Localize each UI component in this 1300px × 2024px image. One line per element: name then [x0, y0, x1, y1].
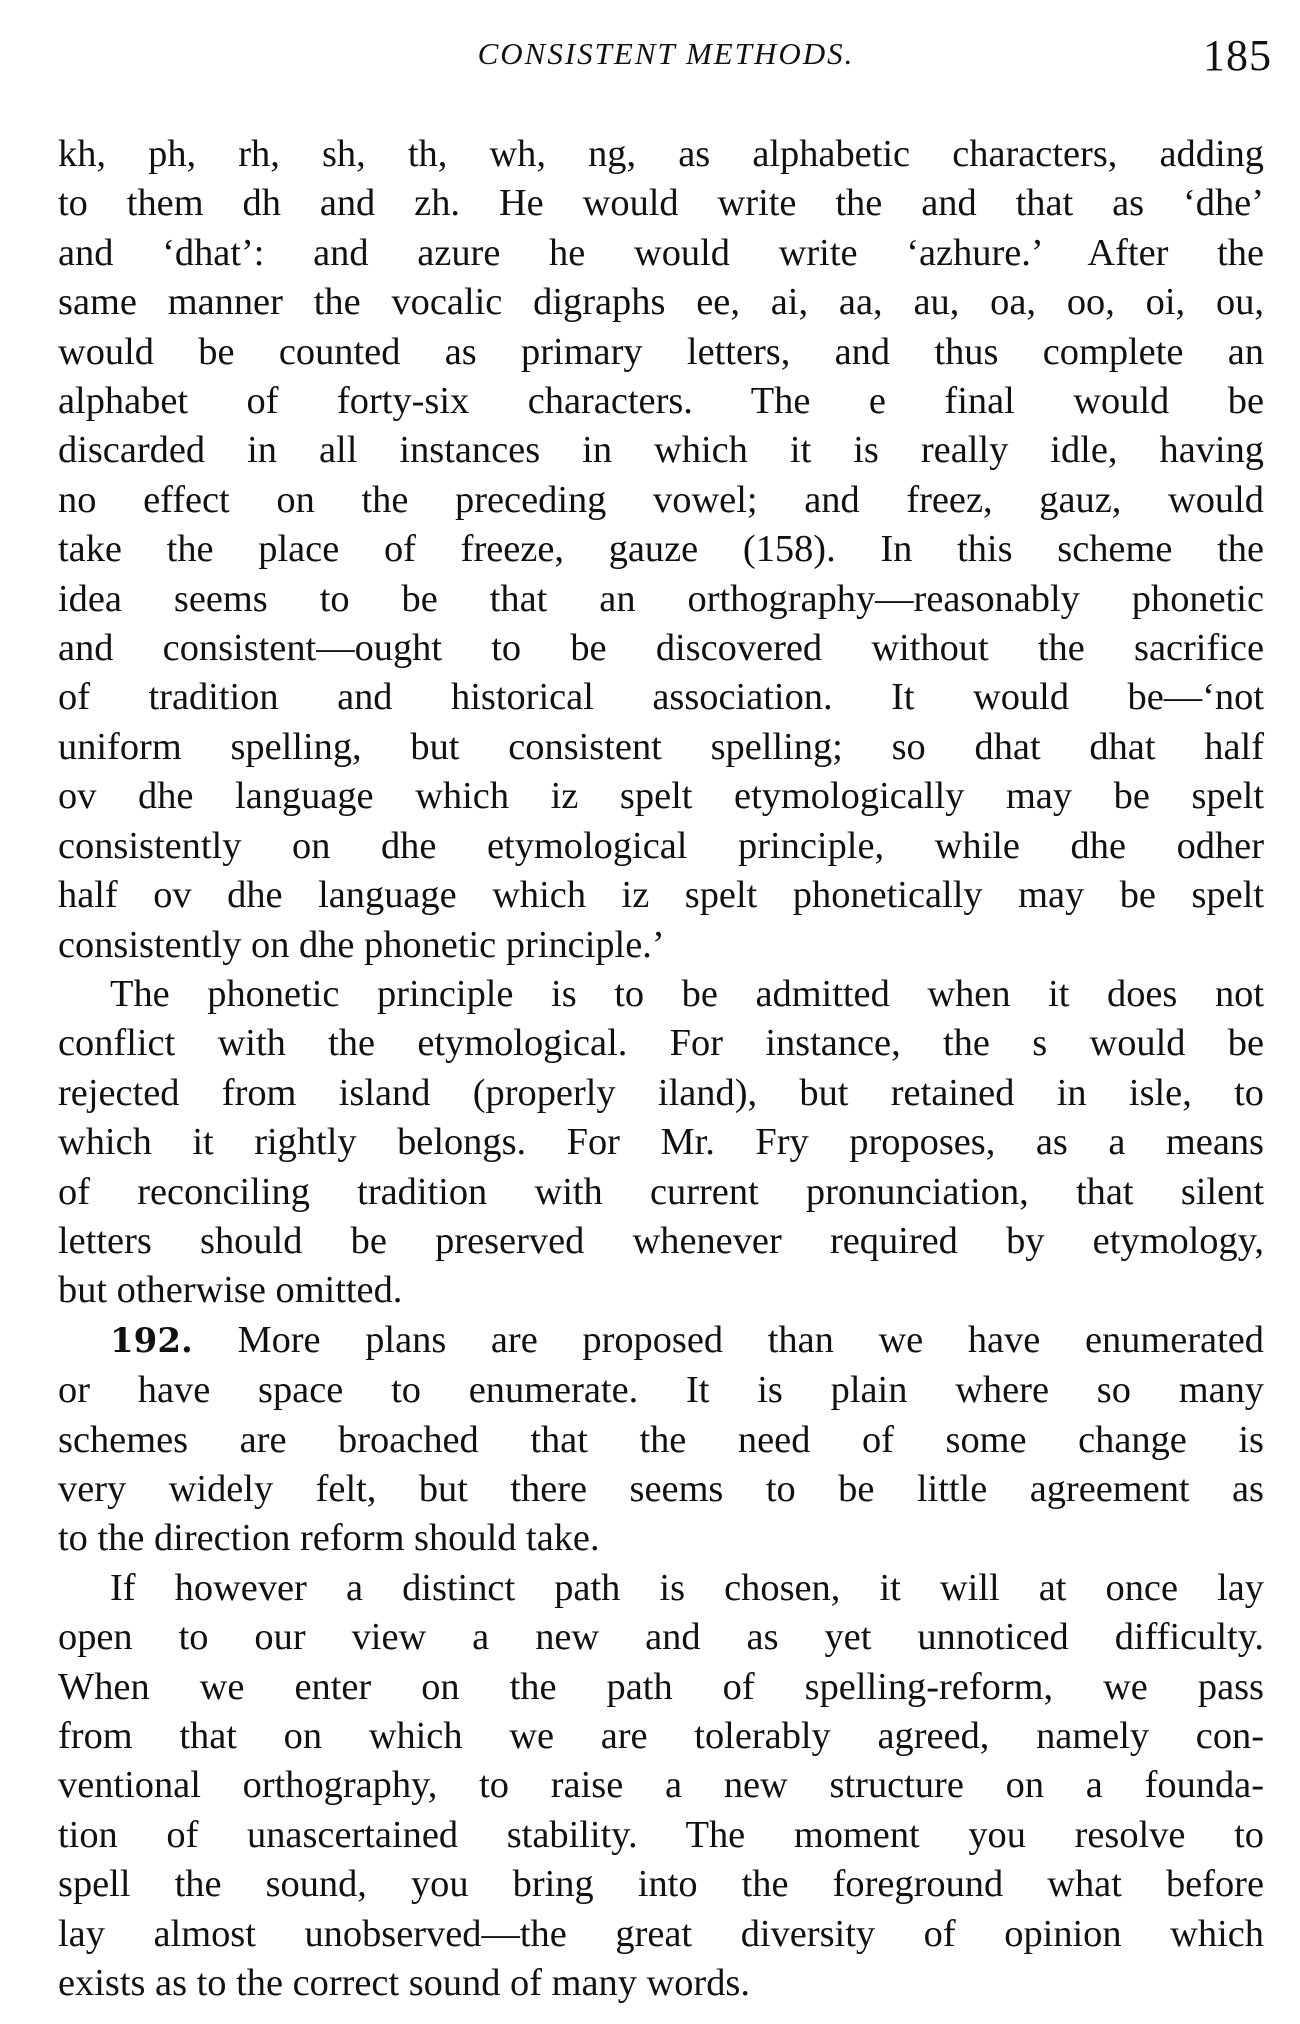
text-line: alphabet of forty-six characters. The e final would be — [58, 380, 1264, 423]
text-line: The phonetic principle is to be admitted when it does not — [110, 972, 1264, 1015]
text-line: to the direction reform should take. — [58, 1517, 600, 1560]
paragraph-3 — [58, 1316, 1264, 1564]
text-line: exists as to the correct sound of many words. — [58, 1962, 750, 2005]
text-line: ventional orthography, to raise a new structure on a founda- — [58, 1764, 1264, 1807]
text-line: or have space to enumerate. It is plain where so many — [58, 1369, 1264, 1412]
paragraph-2 — [58, 970, 1264, 1316]
text-line: same manner the vocalic digraphs ee, ai, aa, au, oa, oo, oi, ou, — [58, 281, 1264, 324]
text-line: 192. More plans are proposed than we have enumerated — [110, 1318, 1264, 1361]
running-title: CONSISTENT METHODS. — [477, 36, 855, 71]
text-line: spell the sound, you bring into the foreground what before — [58, 1863, 1264, 1906]
body-text — [58, 130, 1264, 2008]
text-line: very widely felt, but there seems to be little agreement as — [58, 1467, 1264, 1510]
text-line: of reconciling tradition with current pronunciation, that silent — [58, 1170, 1264, 1213]
text-line: which it rightly belongs. For Mr. Fry proposes, as a means — [58, 1121, 1264, 1164]
paragraph-1 — [58, 130, 1264, 970]
text-line: conflict with the etymological. For instance, the s would be — [58, 1022, 1264, 1065]
text-line: to them dh and zh. He would write the and that as ‘dhe’ — [58, 182, 1264, 225]
text-line: When we enter on the path of spelling-reform, we pass — [58, 1665, 1264, 1708]
text-line: no effect on the preceding vowel; and freez, gauz, would — [58, 478, 1264, 521]
text-line: would be counted as primary letters, and thus complete an — [58, 330, 1264, 373]
text-line: ov dhe language which iz spelt etymologically may be spelt — [58, 775, 1264, 818]
text-line: open to our view a new and as yet unnoticed difficulty. — [58, 1616, 1264, 1659]
text-line: take the place of freeze, gauze (158). In this scheme the — [58, 528, 1264, 571]
text-line: tion of unascertained stability. The moment you resolve to — [58, 1813, 1264, 1856]
page-header — [60, 30, 1272, 90]
text-line: schemes are broached that the need of some change is — [58, 1418, 1264, 1461]
text-line: discarded in all instances in which it is really idle, having — [58, 429, 1264, 472]
text-line: If however a distinct path is chosen, it will at once lay — [110, 1566, 1264, 1609]
text-line: from that on which we are tolerably agreed, namely con- — [58, 1715, 1264, 1757]
text-line: half ov dhe language which iz spelt phonetically may be spelt — [58, 874, 1264, 917]
text-line: idea seems to be that an orthography—reasonably phonetic — [58, 577, 1264, 620]
text-line: of tradition and historical association. It would be—‘not — [58, 676, 1264, 719]
text-line: consistently on dhe etymological principle, while dhe odher — [58, 824, 1264, 867]
text-line: letters should be preserved whenever required by etymology, — [58, 1219, 1264, 1262]
text-line: consistently on dhe phonetic principle.’ — [58, 923, 665, 966]
page-number: 185 — [1203, 31, 1272, 80]
text-line: and consistent—ought to be discovered without the sacrifice — [58, 627, 1264, 670]
text-line: kh, ph, rh, sh, th, wh, ng, as alphabetic characters, adding — [58, 133, 1264, 175]
text-line: lay almost unobserved—the great diversity of opinion which — [58, 1912, 1264, 1955]
text-line: but otherwise omitted. — [58, 1269, 403, 1312]
text-line: rejected from island (properly iland), but retained in isle, to — [58, 1071, 1264, 1114]
text-line: and ‘dhat’: and azure he would write ‘azhure.’ After the — [58, 231, 1264, 274]
paragraph-4 — [58, 1564, 1264, 2009]
text-line: uniform spelling, but consistent spelling; so dhat dhat half — [58, 725, 1264, 768]
section-number: 192. — [110, 1320, 193, 1361]
